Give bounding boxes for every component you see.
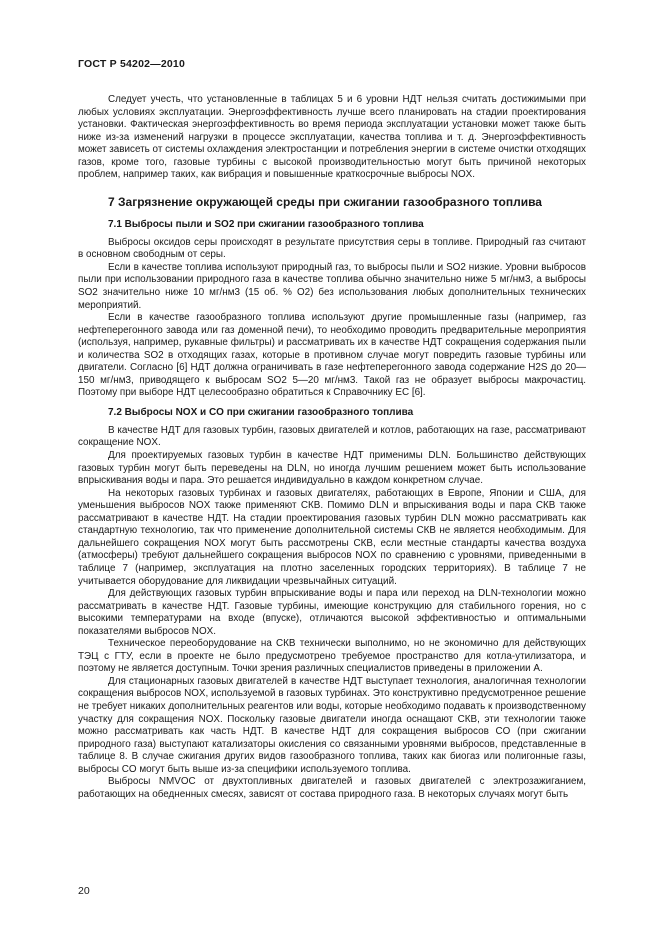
paragraph: Для действующих газовых турбин впрыскивание воды и пара или переход на DLN-технологии можно рассматривать в качестве НДТ. Газовые турбины, имеющие конструкцию для стабильного горения, но с высокими температурами на входе (впуске), отличаются высокой эффективностью и оптимальными показателями выбросов NOX. <box>78 588 586 637</box>
document-body <box>78 94 586 801</box>
subsection-7-2-title: 7.2 Выбросы NOX и CO при сжигании газообразного топлива <box>108 406 414 418</box>
section-7-title: 7 Загрязнение окружающей среды при сжигании газообразного топлива <box>108 194 542 209</box>
paragraph: Для стационарных газовых двигателей в качестве НДТ выступает технология, аналогичная технологии сокращения выбросов NOX, используемой в газовых турбинах. Это конструктивно предусмотренное решение не требует никаких дополнительных реагентов или воды, которые необходимо подавать к производственному участку для сокращения NOX. Поскольку газовые двигатели иногда оснащают СКВ, эти технологии также можно рассматривать как часть НДТ. В качестве НДТ для сокращения выбросов CO (при сжигании природного газа) выступают катализаторы окисления со связанными уровнями выбросов, представленные в таблице 8. В случае сжигания других видов газообразного топлива, таких как биогаз или полигонные газы, выбросы CO могут быть выше из-за специфики используемого топлива. <box>78 675 586 775</box>
paragraph: В качестве НДТ для газовых турбин, газовых двигателей и котлов, работающих на газе, рассматривают сокращение NOX. <box>78 424 586 449</box>
page-number: 20 <box>78 885 90 897</box>
paragraph: Для проектируемых газовых турбин в качестве НДТ применимы DLN. Большинство действующих газовых турбин могут быть переведены на DLN, но иногда лучшим решением может быть использование впрыскивания воды и пара. Это решается индивидуально в каждом конкретном случае. <box>78 450 586 487</box>
paragraph: Если в качестве топлива используют природный газ, то выбросы пыли и SO2 низкие. Уровни выбросов пыли при использовании природного газа в качестве топлива обычно значительно ниже 5 мг/нм3, а выбросы SO2 значительно ниже 10 мг/нм3 (15 об. % O2) без использования любых дополнительных технических мероприятий. <box>78 261 586 311</box>
subsection-7-1-title: 7.1 Выбросы пыли и SO2 при сжигании газообразного топлива <box>108 218 424 230</box>
paragraph: Выбросы NMVOC от двухтопливных двигателей и газовых двигателей с электрозажиганием, работающих на обедненных смесях, зависят от состава природного газа. В некоторых случаях могут быть <box>78 776 586 800</box>
paragraph: Выбросы оксидов серы происходят в результате присутствия серы в топливе. Природный газ считают в основном свободным от серы. <box>78 236 586 261</box>
paragraph: Техническое переоборудование на СКВ технически выполнимо, но не экономично для действующих ТЭЦ с ГТУ, если в проекте не было предусмотрено требуемое пространство для котла-утилизатора, и поэтому не является доступным. Точки зрения различных специалистов приведены в приложении А. <box>78 638 586 675</box>
intro-paragraph: Следует учесть, что установленные в таблицах 5 и 6 уровни НДТ нельзя считать достижимыми при любых условиях эксплуатации. Энергоэффективность лучше всего планировать на стадии проектирования установки. Фактическая энергоэффективность во время периода эксплуатации установки может также быть ниже из-за изменений нагрузки в процессе эксплуатации, качества топлива и т. д. Энергоэффективность может зависеть от системы охлаждения электростанции и потребления энергии в системе очистки отходящих газов, кроме того, газовые турбины с высокой производительностью могут быть причиной некоторых проблем, например таких, как вибрация и повышенные краткосрочные выбросы NOX. <box>78 94 586 181</box>
paragraph: На некоторых газовых турбинах и газовых двигателях, работающих в Европе, Японии и США, для уменьшения выбросов NOX также применяют СКВ. Помимо DLN и впрыскивания воды и пара СКВ также рассматривают в качестве НДТ. На стадии проектирования газовых турбин DLN можно рассматривать как стандартную технологию, так что применение дополнительной системы СКВ не является необходимым. Для дальнейшего сокращения NOX могут быть рассмотрены СКВ, если местные стандарты качества воздуха (атмосферы) требуют дальнейшего сокращения выбросов NOX по сравнению с уровнями, приведенными в таблице 7 (например, эксплуатация на плотно заселенных городских территориях). В таблице 7 не учитывается оборудование для ликвидации чрезвычайных ситуаций. <box>78 487 586 587</box>
paragraph: Если в качестве газообразного топлива используют другие промышленные газы (например, газ нефтеперегонного завода или газ доменной печи), то необходимо проводить предварительные мероприятия (используя, например, рукавные фильтры) и рассматривать их в качестве НДТ сокращения содержания пыли и количества SO2 в отходящих газах, которые в противном случае могут повредить газовые турбины или двигатели. Согласно [6] НДТ должна ограничивать в газе нефтеперегонного завода содержание H2S до 20—150 мг/нм3, приводящего к выбросам SO2 5—20 мг/нм3. Такой газ не образует выбросы макрочастиц. Поэтому при выборе НДТ целесообразно обратиться к Справочнику ЕС [6]. <box>78 312 586 399</box>
standard-code-header: ГОСТ Р 54202—2010 <box>78 58 186 70</box>
